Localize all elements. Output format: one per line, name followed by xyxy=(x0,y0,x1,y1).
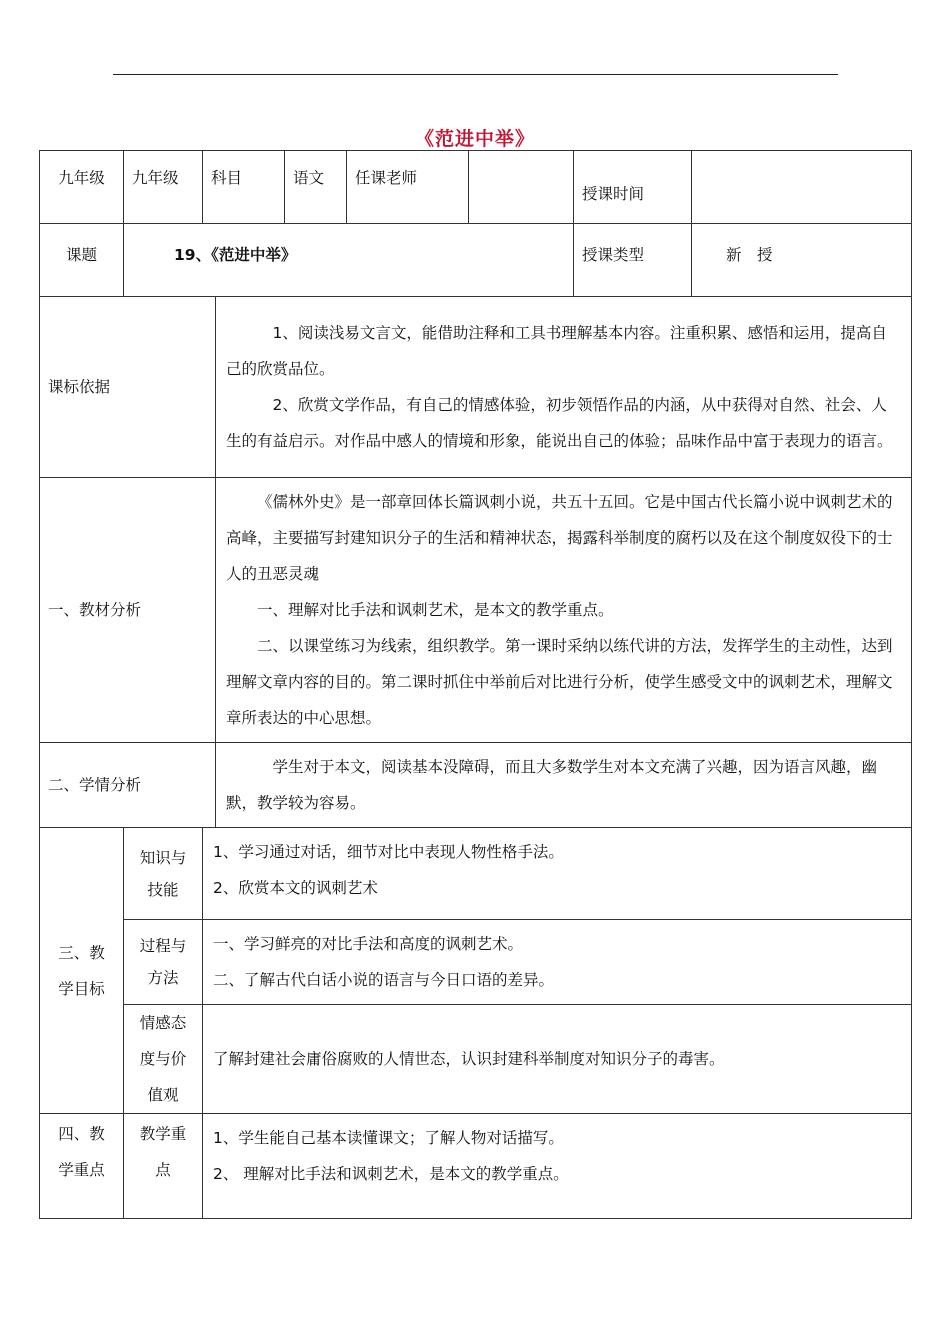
type-label: 授课类型 xyxy=(574,224,692,297)
material-paragraph: 二、以课堂练习为线索，组织教学。第一课时采纳以练代讲的方法，发挥学生的主动性，达到理解文章内容的目的。第二课时抓住中举前后对比进行分析，使学生感受文中的讽刺艺术，理解文章所表达的中心思想。 xyxy=(226,637,893,727)
topic-value: 19、《范进中举》 xyxy=(124,224,574,297)
subject-label: 科目 xyxy=(203,151,285,224)
material-label: 一、教材分析 xyxy=(40,478,216,743)
process-item: 二、了解古代白话小说的语言与今日口语的差异。 xyxy=(213,971,555,989)
table-row xyxy=(40,1005,912,1114)
teacher-label: 任课老师 xyxy=(347,151,469,224)
topic-label: 课题 xyxy=(40,224,124,297)
knowledge-item: 2、欣赏本文的讽刺艺术 xyxy=(213,879,378,897)
table-row xyxy=(40,478,912,743)
table-row xyxy=(40,224,912,297)
keypoints-sub-label: 教学重点 xyxy=(124,1114,203,1219)
time-value xyxy=(692,151,912,224)
grade-label: 九年级 xyxy=(40,151,124,224)
material-content xyxy=(216,478,912,743)
table-row xyxy=(40,1114,912,1219)
students-content xyxy=(216,743,912,828)
subject-value: 语文 xyxy=(285,151,347,224)
knowledge-item: 1、学习通过对话，细节对比中表现人物性格手法。 xyxy=(213,843,564,861)
time-label: 授课时间 xyxy=(574,151,692,224)
table-row xyxy=(40,920,912,1005)
document-title: 《范进中举》 xyxy=(414,128,535,150)
process-content xyxy=(203,920,912,1005)
teacher-value xyxy=(469,151,574,224)
material-paragraph: 一、理解对比手法和讽刺艺术，是本文的教学重点。 xyxy=(257,601,614,619)
material-paragraph: 《儒林外史》是一部章回体长篇讽刺小说，共五十五回。它是中国古代长篇小说中讽刺艺术的高峰，主要描写封建知识分子的生活和精神状态，揭露科举制度的腐朽以及在这个制度奴役下的士人的丑恶灵魂 xyxy=(226,493,893,583)
emotion-content: 了解封建社会庸俗腐败的人情世态，认识封建科举制度对知识分子的毒害。 xyxy=(203,1005,912,1114)
keypoints-item: 1、学生能自己基本读懂课文；了解人物对话描写。 xyxy=(213,1129,564,1147)
table-row xyxy=(40,297,912,478)
table-row xyxy=(40,828,912,920)
curriculum-label: 课标依据 xyxy=(40,297,216,478)
process-item: 一、学习鲜亮的对比手法和高度的讽刺艺术。 xyxy=(213,935,524,953)
table-row xyxy=(40,151,912,224)
knowledge-label: 知识与技能 xyxy=(124,828,203,920)
curriculum-paragraph: 1、阅读浅易文言文，能借助注释和工具书理解基本内容。注重积累、感悟和运用，提高自己的欣赏品位。 xyxy=(226,324,887,378)
keypoints-label: 四、教学重点 xyxy=(40,1114,124,1219)
header-rule xyxy=(113,74,838,75)
keypoints-content xyxy=(203,1114,912,1219)
grade-value: 九年级 xyxy=(124,151,203,224)
lesson-plan-table xyxy=(39,150,912,1219)
keypoints-item: 2、 理解对比手法和讽刺艺术，是本文的教学重点。 xyxy=(213,1165,569,1183)
emotion-label: 情感态度与价值观 xyxy=(124,1005,203,1114)
students-paragraph: 学生对于本文，阅读基本没障碍，而且大多数学生对本文充满了兴趣，因为语言风趣，幽默，教学较为容易。 xyxy=(226,758,878,812)
goals-label: 三、教学目标 xyxy=(40,828,124,1114)
curriculum-paragraph: 2、欣赏文学作品，有自己的情感体验，初步领悟作品的内涵，从中获得对自然、社会、人生的有益启示。对作品中感人的情境和形象，能说出自己的体验；品味作品中富于表现力的语言。 xyxy=(226,396,893,450)
curriculum-content xyxy=(216,297,912,478)
table-row xyxy=(40,743,912,828)
type-value: 新 授 xyxy=(692,224,912,297)
process-label: 过程与方法 xyxy=(124,920,203,1005)
students-label: 二、学情分析 xyxy=(40,743,216,828)
knowledge-content xyxy=(203,828,912,920)
